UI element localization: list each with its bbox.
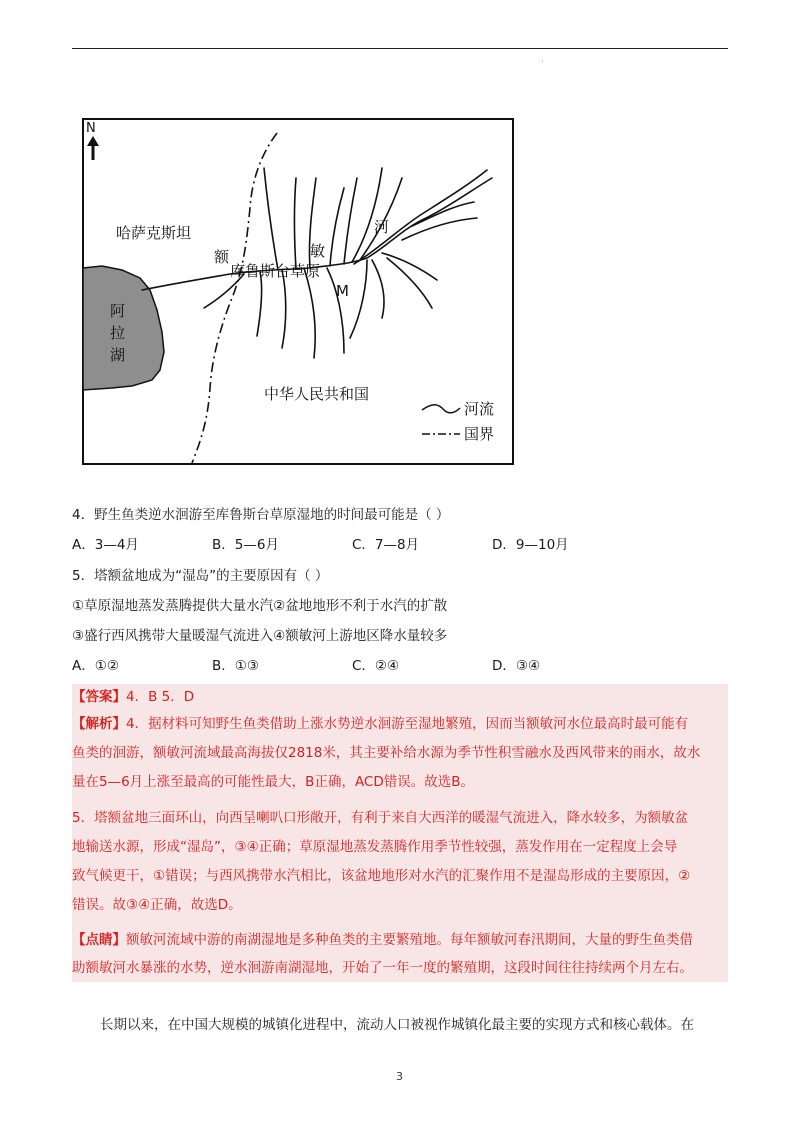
comment-text-1: 额敏河流域中游的南湖湿地是多种鱼类的主要繁殖地。每年额敏河春汛期间，大量的野生鱼类借	[126, 932, 693, 948]
q5-stem: 5．塔额盆地成为“湿岛”的主要原因有（ ）	[72, 568, 329, 584]
q4-option-c: C．7—8月	[352, 537, 420, 553]
header-dot: ·	[541, 57, 544, 66]
lake-char-3: 湖	[110, 346, 126, 364]
analysis-line-3: 量在5—6月上涨至最高的可能性最大，B正确，ACD错误。故选B。	[72, 774, 475, 790]
lake-char-2: 拉	[110, 324, 126, 342]
label-he: 河	[374, 218, 390, 236]
analysis-line-7: 错误。故③④正确，故选D。	[72, 897, 242, 913]
answer-line	[72, 691, 194, 705]
q4-option-d: D．9—10月	[492, 537, 569, 553]
q5-line-2: ③盛行西风携带大量暖湿气流进入④额敏河上游地区降水量较多	[72, 628, 448, 644]
analysis-line-2: 鱼类的洄游，额敏河流域最高海拔仅2818米，其主要补给水源为季节性积雪融水及西风带来的雨水，故水	[72, 745, 701, 761]
lake-char-1: 阿	[110, 302, 126, 320]
q5-option-c: C．②④	[352, 658, 400, 674]
q4-option-a: A．3—4月	[72, 537, 139, 553]
q5-option-b: B．①③	[212, 658, 259, 674]
comment-tag: 【点睛】	[72, 932, 126, 948]
analysis-line-4: 5．塔额盆地三面环山，向西呈喇叭口形敞开，有利于来自大西洋的暖湿气流进入，降水较多，为额敏盆	[72, 810, 689, 826]
analysis-line-6: 致气候更干，①错误；与西风携带水汽相比，该盆地地形对水汽的汇聚作用不是湿岛形成的主要原因，②	[72, 868, 691, 884]
q5-line-1: ①草原湿地蒸发蒸腾提供大量水汽②盆地地形不利于水汽的扩散	[72, 598, 448, 614]
label-m: M	[336, 282, 349, 300]
analysis-text-1: 4．据材料可知野生鱼类借助上涨水势逆水洄游至湿地繁殖，因而当额敏河水位最高时最可能有	[126, 716, 689, 732]
legend-river-label: 河流	[464, 400, 495, 418]
label-china: 中华人民共和国	[264, 385, 370, 403]
page-number: 3	[396, 1070, 403, 1083]
header-rule	[72, 48, 728, 49]
label-e: 额	[214, 248, 230, 266]
q5-option-a: A．①②	[72, 658, 119, 674]
analysis-line-5: 地输送水源，形成“湿岛”，③④正确；草原湿地蒸发蒸腾作用季节性较强，蒸发作用在一定程度上会导	[72, 839, 678, 855]
analysis-tag: 【解析】	[72, 716, 126, 732]
comment-line-1	[72, 934, 693, 948]
label-grassland: 库鲁斯台草原	[230, 262, 321, 280]
answer-tag: 【答案】	[72, 689, 126, 705]
legend-border-label: 国界	[464, 425, 495, 443]
label-kazakhstan: 哈萨克斯坦	[116, 224, 192, 242]
map-drawing	[82, 118, 514, 465]
q4-option-b: B．5—6月	[212, 537, 279, 553]
next-paragraph: 长期以来，在中国大规模的城镇化进程中，流动人口被视作城镇化最主要的实现方式和核心载体。在	[100, 1017, 694, 1033]
q4-stem: 4．野生鱼类逆水洄游至库鲁斯台草原湿地的时间最可能是（ ）	[72, 507, 450, 523]
comment-line-2: 助额敏河水暴涨的水势，逆水洄游南湖湿地，开始了一年一度的繁殖期，这段时间往往持续两个月左右。	[72, 960, 693, 976]
analysis-line-1	[72, 718, 688, 732]
label-min: 敏	[310, 242, 326, 260]
map-figure	[82, 118, 514, 465]
north-label: N	[86, 121, 96, 136]
answer-text: 4．B 5．D	[126, 689, 195, 705]
q5-option-d: D．③④	[492, 658, 541, 674]
